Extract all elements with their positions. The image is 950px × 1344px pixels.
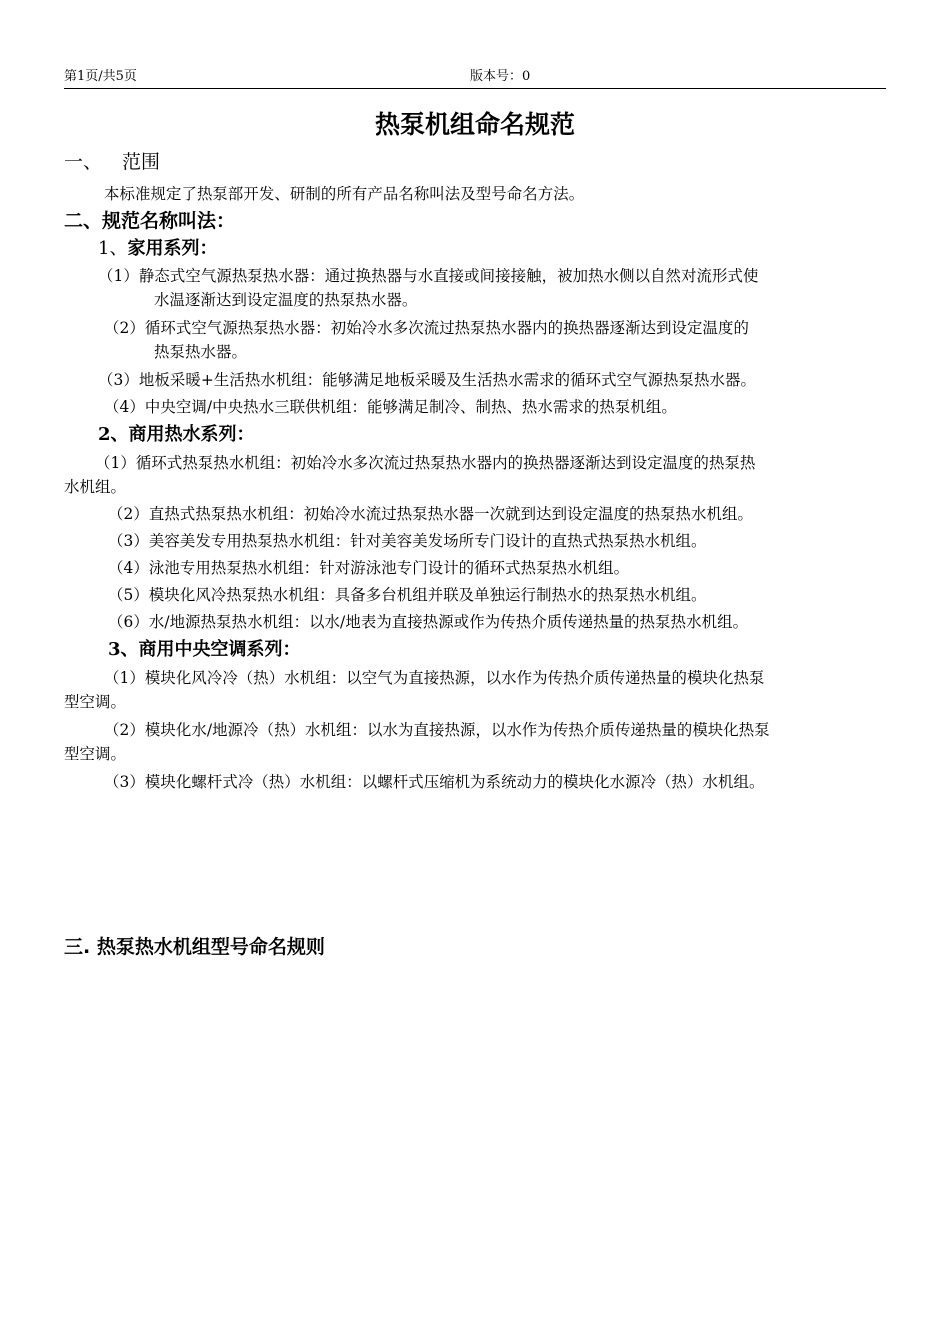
list-item-continuation: 型空调。 [64, 693, 126, 711]
section-1-title: 范围 [122, 151, 161, 173]
section-1-text: 本标准规定了热泵部开发、研制的所有产品名称叫法及型号命名方法。 [104, 185, 585, 203]
page-number-info: 第1页/共5页 [64, 69, 137, 84]
subsection-1-heading [98, 236, 217, 262]
list-item: （4）中央空调/中央热水三联供机组：能够满足制冷、制热、热水需求的热泵机组。 [104, 398, 677, 416]
subsection-3-heading [108, 637, 301, 663]
subsection-2-heading [98, 422, 255, 448]
list-item: （2）直热式热泵热水机组：初始冷水流过热泵热水器一次就到达到设定温度的热泵热水机组。 [108, 505, 754, 523]
document-title: 热泵机组命名规范 [374, 110, 575, 139]
list-item: （1）循环式热泵热水机组：初始冷水多次流过热泵热水器内的换热器逐渐达到设定温度的热泵热 [95, 454, 756, 472]
list-item: （3）模块化螺杆式冷（热）水机组：以螺杆式压缩机为系统动力的模块化水源冷（热）水机组。 [104, 773, 765, 791]
list-item: （2）模块化水/地源冷（热）水机组：以水为直接热源，以水作为传热介质传递热量的模块化热泵 [104, 721, 770, 739]
list-item: （2）循环式空气源热泵热水器：初始冷水多次流过热泵热水器内的换热器逐渐达到设定温度的 [104, 319, 750, 337]
subsection-3-title: 商用中央空调系列： [138, 639, 301, 660]
section-3-heading: 三. 热泵热水机组型号命名规则 [64, 936, 325, 958]
list-item-continuation: 热泵热水器。 [154, 343, 247, 361]
list-item-continuation: 型空调。 [64, 745, 126, 763]
list-item-continuation: 水机组。 [64, 478, 126, 496]
header-divider [64, 88, 886, 89]
list-item: （3）地板采暖+生活热水机组：能够满足地板采暖及生活热水需求的循环式空气源热泵热水器。 [98, 371, 757, 389]
section-1-number: 一、 [64, 151, 103, 173]
list-item: （1）模块化风冷冷（热）水机组：以空气为直接热源，以水作为传热介质传递热量的模块化热泵 [104, 669, 765, 687]
subsection-1-number: 1、 [98, 238, 128, 259]
version-number: 版本号：0 [470, 69, 531, 84]
subsection-3-number: 3、 [108, 639, 139, 660]
list-item: （4）泳池专用热泵热水机组：针对游泳池专门设计的循环式热泵热水机组。 [108, 559, 630, 577]
list-item-continuation: 水温逐渐达到设定温度的热泵热水器。 [154, 291, 418, 309]
subsection-1-title: 家用系列： [127, 238, 218, 259]
list-item: （1）静态式空气源热泵热水器：通过换热器与水直接或间接接触，被加热水侧以自然对流形式使 [98, 267, 759, 285]
section-2-heading: 二、规范名称叫法： [64, 210, 236, 232]
list-item: （5）模块化风冷热泵热水机组：具备多台机组并联及单独运行制热水的热泵热水机组。 [108, 586, 707, 604]
subsection-2-title: 商用热水系列： [128, 424, 255, 445]
subsection-2-number: 2、 [98, 424, 129, 445]
list-item: （6）水/地源热泵热水机组：以水/地表为直接热源或作为传热介质传递热量的热泵热水机组。 [108, 613, 749, 631]
list-item: （3）美容美发专用热泵热水机组：针对美容美发场所专门设计的直热式热泵热水机组。 [108, 532, 707, 550]
section-1-heading [64, 149, 160, 175]
